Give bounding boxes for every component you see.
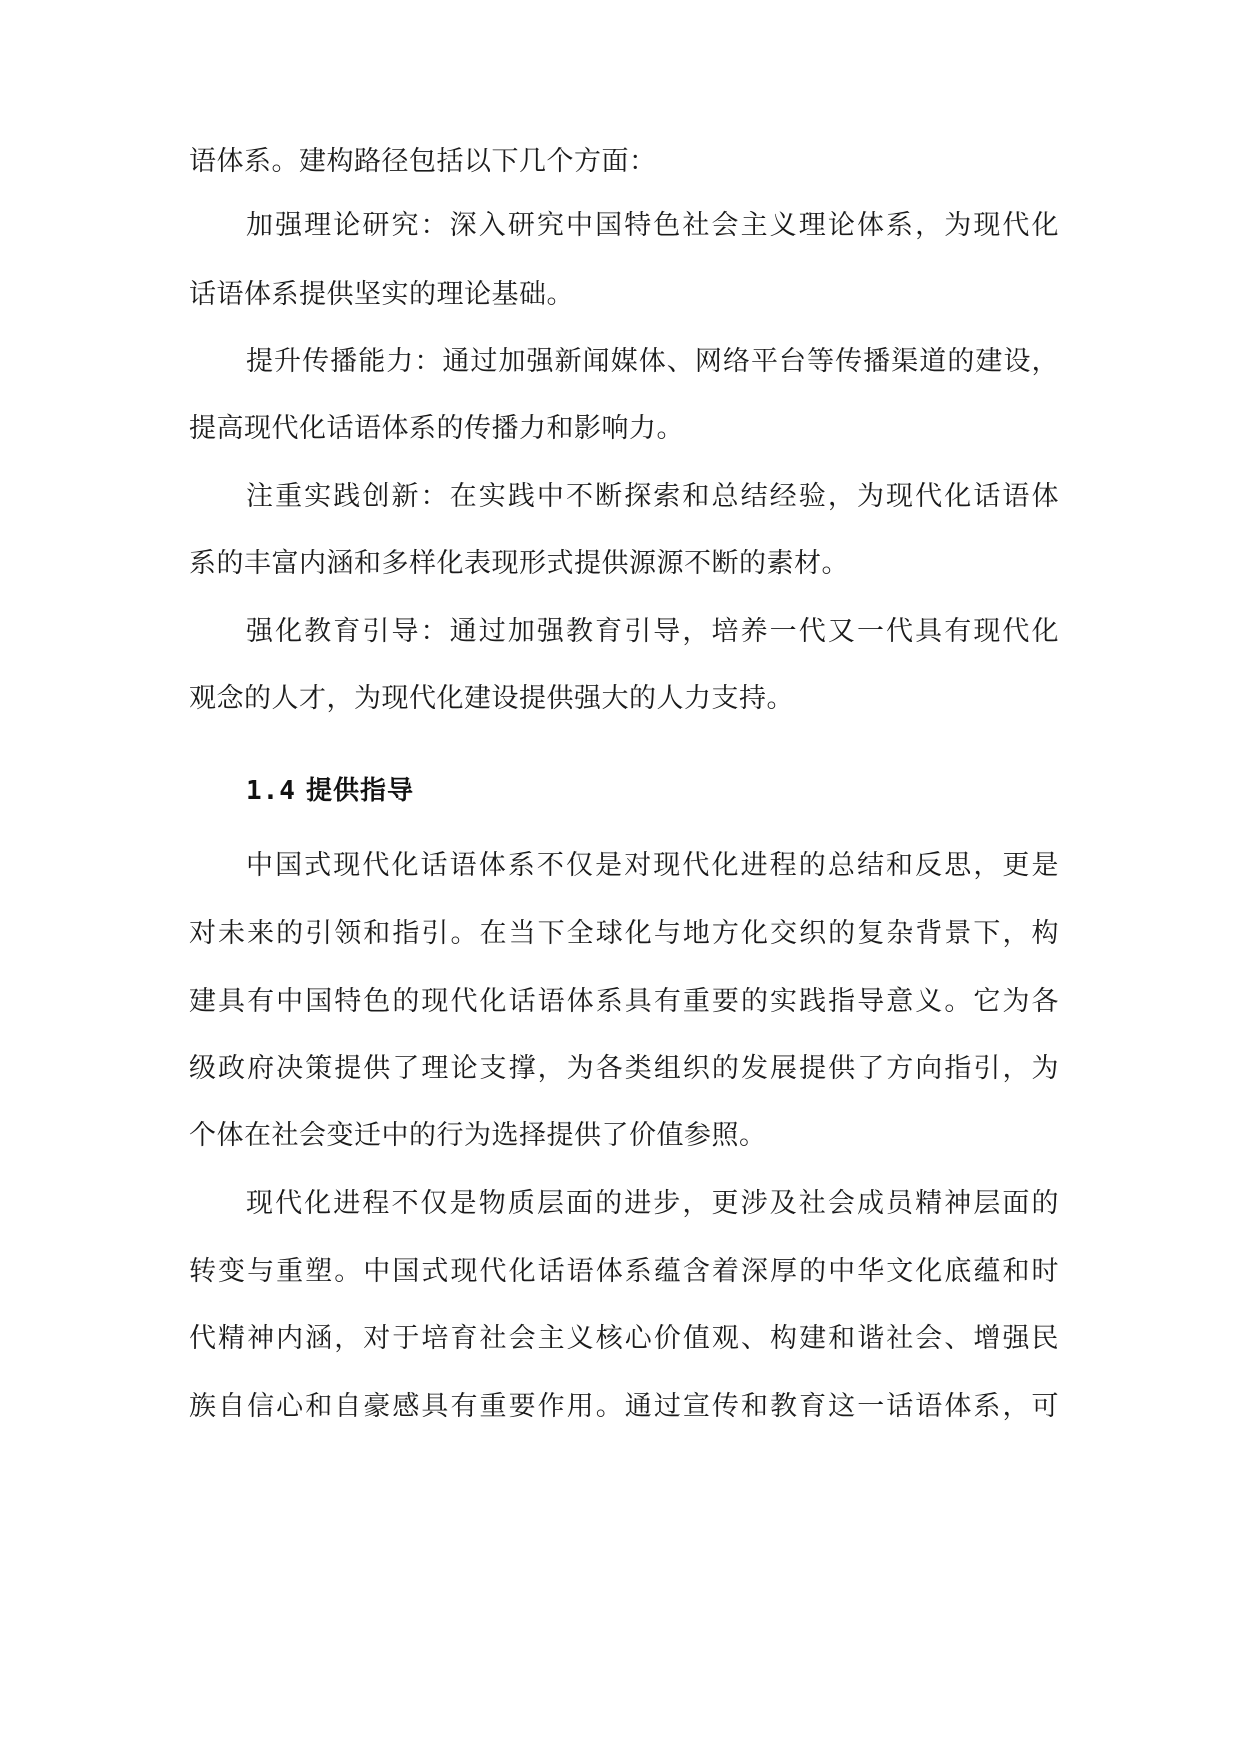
paragraph-1-line-3: 建具有中国特色的现代化话语体系具有重要的实践指导意义。它为各 (189, 986, 1059, 1017)
paragraph-1-line-2: 对未来的引领和指引。在当下全球化与地方化交织的复杂背景下，构 (189, 918, 1059, 949)
item-4-line-1: 强化教育引导：通过加强教育引导，培养一代又一代具有现代化 (246, 616, 1059, 647)
paragraph-2-line-4: 族自信心和自豪感具有重要作用。通过宣传和教育这一话语体系，可 (189, 1391, 1059, 1422)
paragraph-2-line-1: 现代化进程不仅是物质层面的进步，更涉及社会成员精神层面的 (246, 1188, 1059, 1219)
item-1-line-1: 加强理论研究：深入研究中国特色社会主义理论体系，为现代化 (246, 210, 1059, 241)
intro-line: 语体系。建构路径包括以下几个方面： (189, 146, 657, 177)
item-2-line-1: 提升传播能力：通过加强新闻媒体、网络平台等传播渠道的建设， (246, 346, 1059, 377)
item-3-line-2: 系的丰富内涵和多样化表现形式提供源源不断的素材。 (189, 548, 849, 579)
item-1-line-2: 话语体系提供坚实的理论基础。 (189, 279, 574, 310)
paragraph-1-line-4: 级政府决策提供了理论支撑，为各类组织的发展提供了方向指引，为 (189, 1053, 1059, 1084)
section-number: 1.4 (246, 776, 296, 806)
section-title: 提供指导 (305, 776, 414, 806)
paragraph-1-line-5: 个体在社会变迁中的行为选择提供了价值参照。 (189, 1120, 767, 1151)
item-4-line-2: 观念的人才，为现代化建设提供强大的人力支持。 (189, 683, 794, 714)
paragraph-2-line-3: 代精神内涵，对于培育社会主义核心价值观、构建和谐社会、增强民 (189, 1323, 1059, 1354)
item-3-line-1: 注重实践创新：在实践中不断探索和总结经验，为现代化话语体 (246, 481, 1059, 512)
item-2-line-2: 提高现代化话语体系的传播力和影响力。 (189, 413, 684, 444)
section-heading (246, 770, 414, 807)
paragraph-1-line-1: 中国式现代化话语体系不仅是对现代化进程的总结和反思，更是 (246, 850, 1059, 881)
paragraph-2-line-2: 转变与重塑。中国式现代化话语体系蕴含着深厚的中华文化底蕴和时 (189, 1256, 1059, 1287)
